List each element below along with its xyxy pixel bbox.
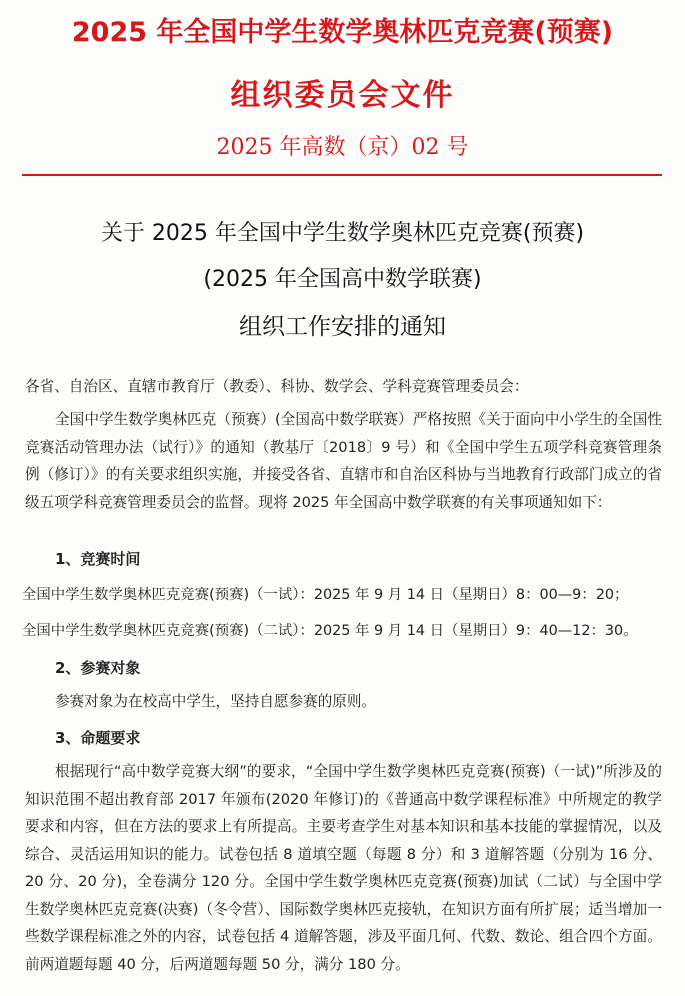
salutation: 各省、自治区、直辖市教育厅（教委）、科协、数学会、学科竞赛管理委员会： — [25, 378, 529, 395]
participants-paragraph: 参赛对象为在校高中学生，坚持自愿参赛的原则。 — [55, 693, 377, 710]
notice-title-line-1: 关于 2025 年全国中学生数学奥林匹克竞赛(预赛) — [100, 221, 585, 246]
notice-title-line-2: (2025 年全国高中数学联赛) — [203, 267, 482, 292]
section-heading-participants: 2、参赛对象 — [55, 659, 141, 677]
issuing-organization: 2025 年全国中学生数学奥林匹克竞赛(预赛) — [71, 17, 614, 48]
document-type-heading: 组织委员会文件 — [230, 78, 455, 113]
schedule-first-round: 全国中学生数学奥林匹克竞赛(预赛)（一试）：2025 年 9 月 14 日（星期日）8：00—9：20； — [22, 587, 629, 603]
document-number: 2025 年高数（京）02 号 — [216, 135, 469, 160]
intro-paragraph: 全国中学生数学奥林匹克（预赛）(全国高中数学联赛）严格按照《关于面向中小学生的全国性竞赛活动管理办法（试行）》的通知（教基厅〔2018〕9 号）和《全国中学生五项学科竞赛管理条例（修订）》的有关要求组织实施，并接受各省、直辖市和自治区科协与当地教育行政部门成立的省级五项学科竞赛管理委员会的监督。现将 2025 年全国高中数学联赛的有关事项通知如下： — [25, 411, 662, 511]
notice-title-line-3: 组织工作安排的通知 — [239, 314, 446, 340]
red-divider-line — [22, 174, 662, 176]
section-heading-requirements: 3、命题要求 — [55, 729, 141, 747]
requirements-paragraph: 根据现行“高中数学竞赛大纲”的要求，“全国中学生数学奥林匹克竞赛(预赛)（一试)”所涉及的知识范围不超出教育部 2017 年颁布(2020 年修订)的《普通高中数学课程标准》中所规定的教学要求和内容，但在方法的要求上有所提高。主要考查学生对基本知识和基本技能的掌握情况，以及综合、灵活运用知识的能力。试卷包括 8 道填空题（每题 8 分）和 3 道解答题（分别为 16 分、20 分、20 分)，全卷满分 120 分。全国中学生数学奥林匹克竞赛(预赛)加试（二试）与全国中学生数学奥林匹克竞赛(决赛)（冬令营）、国际数学奥林匹克接轨，在知识方面有所扩展；适当增加一些数学课程标准之外的内容，试卷包括 4 道解答题，涉及平面几何、代数、数论、组合四个方面。前两道题每题 40 分，后两道题每题 50 分，满分 180 分。 — [25, 763, 662, 973]
schedule-second-round: 全国中学生数学奥林匹克竞赛(预赛)（二试）：2025 年 9 月 14 日（星期日）9：40—12：30。 — [22, 623, 638, 639]
section-heading-time: 1、竞赛时间 — [55, 550, 141, 568]
